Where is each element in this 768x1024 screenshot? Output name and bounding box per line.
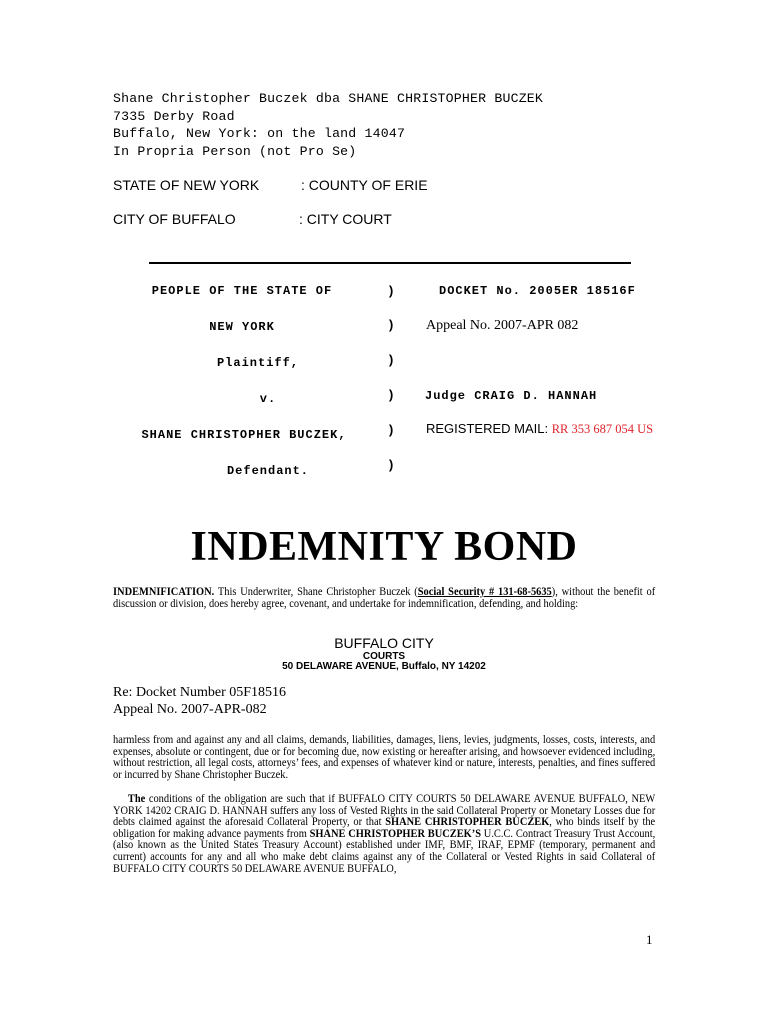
caption-paren: ) [387, 318, 395, 333]
court-label: COURTS [362, 651, 406, 662]
conditions-text: U.C.C. Contract Treasury Trust Account, (also known as the United States Treasury Account) established under IMF, BMF, IRAF, EPMF (temporary, permanent and current) accounts for any and all who make debt claims against any of the Collateral or Vested Rights in said Collateral of BUFFALO CITY COURTS 50 DELAWARE AVENUE BUFFALO, [113, 827, 656, 875]
reference-docket: Re: Docket Number 05F18516 [113, 685, 287, 700]
caption-paren: ) [387, 423, 395, 438]
court-address: 50 DELAWARE AVENUE, Buffalo, NY 14202 [282, 661, 486, 672]
judge-name: Judge CRAIG D. HANNAH [425, 389, 598, 403]
indemnification-text: ), without the benefit of discussion or division, does hereby agree, covenant, and undertake for indemnification, defending, and holding: [113, 586, 656, 610]
registered-mail-number: RR 353 687 054 US [551, 422, 654, 436]
harmless-paragraph: harmless from and against any and all claims, demands, liabilities, damages, liens, levies, judgments, losses, costs, interests, and expenses, absolute or contingent, due or for becoming due, now existing or hereafter arising, and howsoever evidenced including, without restriction, all legal costs, attorneys’ fees, and expenses of whatever kind or nature, interests, penalties, and fines suffered or incurred by Shane Christopher Buczek. [113, 734, 656, 781]
caption-paren: ) [387, 284, 395, 299]
indemnification-text: This Underwriter, Shane Christopher Buczek ( [214, 586, 418, 598]
conditions-text: conditions of the obligation are such that if BUFFALO CITY COURTS 50 DELAWARE AVENUE BUFFALO, NEW YORK 14202 CRAIG D. HANNAH suffers any loss of Vested Rights in the said Collateral Property or Monetary Losses due for debts claimed against the aforesaid Collateral Property, or that [113, 793, 656, 829]
city-label: CITY OF BUFFALO [113, 211, 236, 227]
party-name-possessive: SHANE CHRISTOPHER BUCZEK’S [309, 827, 481, 840]
document-title: INDEMNITY BOND [190, 524, 578, 570]
caption-plaintiff: Plaintiff, [216, 356, 299, 370]
caption-state: NEW YORK [209, 320, 275, 334]
page-number: 1 [646, 932, 653, 947]
header-line-city: Buffalo, New York: on the land 14047 [113, 126, 406, 141]
state-label: STATE OF NEW YORK [113, 177, 260, 193]
social-security-number: Social Security # 131-68-5635 [417, 586, 552, 598]
reference-appeal: Appeal No. 2007-APR-082 [113, 702, 267, 717]
registered-mail-label: REGISTERED MAIL: [426, 421, 549, 436]
header-line-street: 7335 Derby Road [113, 108, 235, 124]
caption-versus: v. [259, 392, 277, 406]
header-line-status: In Propria Person (not Pro Se) [113, 143, 357, 159]
court-label: : CITY COURT [299, 211, 392, 227]
conditions-text: , who binds itself by the obligation for making advance payments from [113, 816, 656, 840]
caption-paren: ) [387, 388, 395, 403]
caption-people: PEOPLE OF THE STATE OF [151, 284, 333, 298]
divider-rule [149, 262, 631, 264]
appeal-number: Appeal No. 2007-APR 082 [426, 318, 579, 333]
docket-number: DOCKET No. 2005ER 18516F [439, 284, 636, 298]
caption-defendant: Defendant. [226, 464, 309, 478]
caption-paren: ) [387, 458, 395, 473]
party-name: SHANE CHRISTOPHER BUCZEK [385, 816, 550, 829]
registered-mail [426, 421, 653, 437]
header-line-name: Shane Christopher Buczek dba SHANE CHRISTOPHER BUCZEK [113, 91, 544, 106]
conditions-lead: The [127, 793, 146, 805]
caption-defendant-name: SHANE CHRISTOPHER BUCZEK, [141, 428, 347, 442]
conditions-paragraph [113, 794, 655, 875]
indemnification-heading: INDEMNIFICATION. [113, 586, 215, 598]
caption-paren: ) [387, 353, 395, 368]
indemnification-paragraph [113, 587, 655, 610]
county-label: : COUNTY OF ERIE [301, 177, 428, 193]
party-header [113, 90, 543, 160]
court-name: BUFFALO CITY [334, 635, 434, 651]
